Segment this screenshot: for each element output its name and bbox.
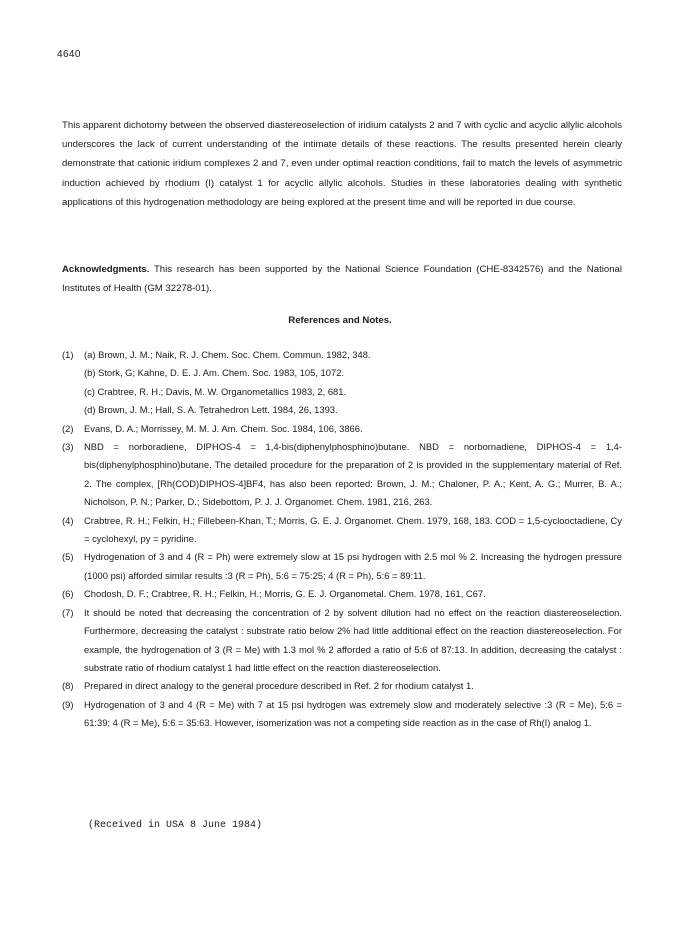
reference-text: Chodosh, D. F.; Crabtree, R. H.; Felkin, H.; Morris, G. E. J. Organometal. Chem. 1978, 161, C67.	[84, 588, 486, 600]
reference-number: (4)	[62, 514, 74, 526]
reference-1b: (b) Stork, G; Kahne, D. E. J. Am. Chem. Soc. 1983, 105, 1072.	[84, 367, 345, 379]
reference-number: (6)	[62, 588, 74, 600]
reference-number: (3)	[62, 441, 74, 453]
acknowledgments-heading: Acknowledgments.	[62, 264, 150, 275]
reference-text: Hydrogenation of 3 and 4 (R = Me) with 7 at 15 psi hydrogen was extremely slow and moderately selective :3 (R = Me), 5:6 = 61:39; 4 (R = Me), 5:6 = 35:63. However, isomerization was not a competing side reaction as in the case of Rh(I) analog 1.	[84, 698, 622, 729]
reference-number: (2)	[62, 422, 74, 434]
acknowledgments-paragraph	[62, 260, 622, 298]
reference-7	[62, 604, 622, 678]
reference-9	[62, 696, 622, 733]
reference-text: Evans, D. A.; Morrissey, M. M. J. Am. Chem. Soc. 1984, 106, 3866.	[84, 422, 363, 434]
received-date: (Received in USA 8 June 1984)	[88, 820, 263, 831]
reference-number: (8)	[62, 680, 74, 692]
reference-1c: (c) Crabtree, R. H.; Davis, M. W. Organometallics 1983, 2, 681.	[84, 385, 347, 397]
reference-4	[62, 512, 622, 549]
body-paragraph: This apparent dichotomy between the observed diastereoselection of iridium catalysts 2 and 7 with cyclic and acyclic allylic alcohols underscores the lack of current understanding of the intimate details of these reactions. The results presented herein clearly demonstrate that cationic iridium complexes 2 and 7, even under optimal reaction conditions, fail to match the levels of asymmetric induction achieved by rhodium (I) catalyst 1 for acyclic allylic alcohols. Studies in these laboratories dealing with synthetic applications of this hydrogenation methodology are being explored at the present time and will be reported in due course.	[62, 120, 622, 208]
page-number: 4640	[57, 49, 81, 60]
reference-number: (7)	[62, 606, 74, 618]
reference-text: Prepared in direct analogy to the general procedure described in Ref. 2 for rhodium catalyst 1.	[84, 680, 474, 692]
reference-1a: (a) Brown, J. M.; Naik, R. J. Chem. Soc. Chem. Commun. 1982, 348.	[84, 349, 371, 360]
reference-5	[62, 548, 622, 585]
reference-text: Hydrogenation of 3 and 4 (R = Ph) were extremely slow at 15 psi hydrogen with 2.5 mol % 2. Increasing the hydrogen pressure (1000 psi) afforded similar results :3 (R = Ph), 5:6 = 75:25; 4 (R = Ph), 5:6 = 89:11.	[84, 551, 622, 581]
reference-number: (9)	[62, 698, 74, 710]
reference-text: Crabtree, R. H.; Felkin, H.; Fillebeen-Khan, T.; Morris, G. E. J. Organomet. Chem. 1979, 168, 183. COD = 1,5-cyclooctadiene, Cy = cyclohexyl, py = pyridine.	[84, 514, 622, 545]
references-list	[62, 346, 622, 733]
reference-number: (5)	[62, 551, 74, 563]
reference-1	[62, 346, 622, 420]
reference-2	[62, 420, 622, 438]
reference-text: It should be noted that decreasing the concentration of 2 by solvent dilution had no effect on the reaction diastereoselection. Furthermore, decreasing the catalyst : substrate ratio below 2% had little additional effect on the reaction diastereoselection. For example, the hydrogenation of 3 (R = Me) with 1.3 mol % 2 afforded a ratio of 5:6 of 87:13. In addition, decreasing the catalyst : substrate ratio of rhodium catalyst 1 had little effect on the reaction diastereoselection.	[84, 606, 622, 673]
reference-text: NBD = norboradiene, DIPHOS-4 = 1,4-bis(diphenylphosphino)butane. NBD = norbornadiene, DIPHOS-4 = 1,4-bis(diphenylphosphino)butane. The detailed procedure for the preparation of 2 is provided in the supplementary material of Ref. 2. The complex, [Rh(COD)DIPHOS-4]BF4, has also been reported: Brown, J. M.; Chaloner, P. A.; Kent, A. G.; Murrer, B. A.; Nicholson, P. N.; Parker, D.; Sidebottom, P. J. J. Organomet. Chem. 1981, 216, 263.	[84, 441, 622, 508]
reference-6	[62, 585, 622, 603]
reference-8	[62, 677, 622, 695]
reference-number: (1)	[62, 349, 74, 360]
acknowledgments-text: This research has been supported by the National Science Foundation (CHE-8342576) and the National Institutes of Health (GM 32278-01).	[62, 264, 622, 295]
references-heading: References and Notes.	[288, 315, 392, 326]
reference-3	[62, 438, 622, 512]
reference-1d: (d) Brown, J. M.; Hall, S. A. Tetrahedron Lett. 1984, 26, 1393.	[84, 404, 338, 416]
